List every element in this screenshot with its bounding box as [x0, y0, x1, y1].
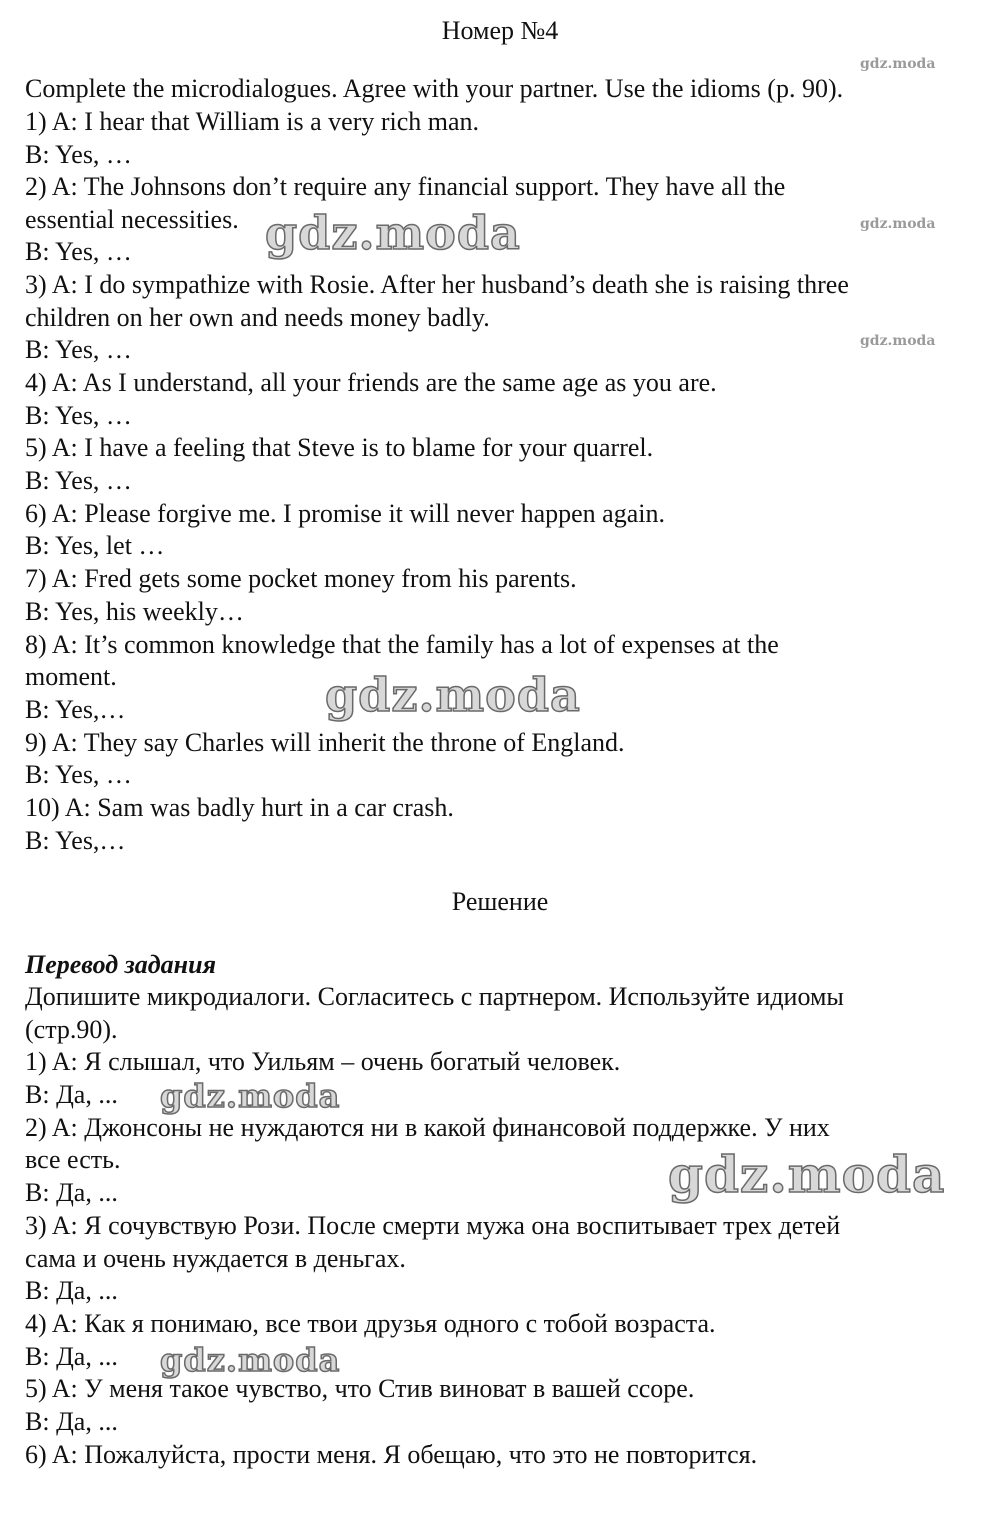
- task-line: 3) A: I do sympathize with Rosie. After her husband’s death she is raising three: [25, 270, 849, 299]
- watermark-small: gdz.moda: [860, 216, 936, 232]
- solution-line: B: Да, ...: [25, 1342, 118, 1371]
- solution-line: B: Да, ...: [25, 1407, 118, 1436]
- solution-line: 4) A: Как я понимаю, все твои друзья одного с тобой возраста.: [25, 1309, 716, 1338]
- page-title: Номер №4: [441, 16, 559, 45]
- task-line: B: Yes, …: [25, 760, 132, 789]
- solution-line: 1) A: Я слышал, что Уильям – очень богатый человек.: [25, 1047, 621, 1076]
- watermark-large: gdz.moda: [265, 206, 521, 260]
- task-line: B: Yes,…: [25, 695, 126, 724]
- task-line: 7) A: Fred gets some pocket money from his parents.: [25, 564, 577, 593]
- solution-line: B: Да, ...: [25, 1178, 118, 1207]
- task-line: 10) A: Sam was badly hurt in a car crash.: [25, 793, 454, 822]
- watermark-large: gdz.moda: [160, 1077, 341, 1115]
- task-line: 9) A: They say Charles will inherit the throne of England.: [25, 728, 625, 757]
- task-line: 4) A: As I understand, all your friends are the same age as you are.: [25, 368, 717, 397]
- task-line: B: Yes,…: [25, 826, 126, 855]
- solution-line: 5) A: У меня такое чувство, что Стив виноват в вашей ссоре.: [25, 1374, 695, 1403]
- solution-line: (стр.90).: [25, 1015, 118, 1044]
- task-line: children on her own and needs money badly.: [25, 303, 490, 332]
- solution-line: B: Да, ...: [25, 1276, 118, 1305]
- task-line: B: Yes, …: [25, 335, 132, 364]
- task-line: 6) A: Please forgive me. I promise it will never happen again.: [25, 499, 665, 528]
- task-line: 1) A: I hear that William is a very rich man.: [25, 107, 480, 136]
- watermark-large: gdz.moda: [325, 668, 581, 722]
- solution-line: B: Да, ...: [25, 1080, 118, 1109]
- task-line: B: Yes, …: [25, 401, 132, 430]
- task-line: 2) A: The Johnsons don’t require any financial support. They have all the: [25, 172, 786, 201]
- task-line: essential necessities.: [25, 205, 239, 234]
- solution-heading: Решение: [451, 887, 549, 916]
- task-line: B: Yes, …: [25, 237, 132, 266]
- watermark-small: gdz.moda: [860, 56, 936, 72]
- task-line: 5) A: I have a feeling that Steve is to blame for your quarrel.: [25, 433, 654, 462]
- solution-line: 2) A: Джонсоны не нуждаются ни в какой финансовой поддержке. У них: [25, 1113, 830, 1142]
- solution-line: Допишите микродиалоги. Согласитесь с партнером. Используйте идиомы: [25, 982, 844, 1011]
- translation-subheading: Перевод задания: [25, 950, 216, 979]
- task-line: B: Yes, his weekly…: [25, 597, 244, 626]
- task-line: moment.: [25, 662, 117, 691]
- task-line: B: Yes, let …: [25, 531, 165, 560]
- task-line: B: Yes, …: [25, 140, 132, 169]
- task-line: 8) A: It’s common knowledge that the family has a lot of expenses at the: [25, 630, 779, 659]
- solution-line: все есть.: [25, 1145, 121, 1174]
- task-instruction: Complete the microdialogues. Agree with your partner. Use the idioms (p. 90).: [25, 74, 844, 103]
- watermark-large: gdz.moda: [668, 1145, 946, 1204]
- task-line: B: Yes, …: [25, 466, 132, 495]
- solution-line: 6) A: Пожалуйста, прости меня. Я обещаю, что это не повторится.: [25, 1440, 758, 1469]
- watermark-small: gdz.moda: [860, 333, 936, 349]
- solution-line: 3) A: Я сочувствую Рози. После смерти мужа она воспитывает трех детей: [25, 1211, 841, 1240]
- solution-line: сама и очень нуждается в деньгах.: [25, 1244, 406, 1273]
- watermark-large: gdz.moda: [160, 1341, 341, 1379]
